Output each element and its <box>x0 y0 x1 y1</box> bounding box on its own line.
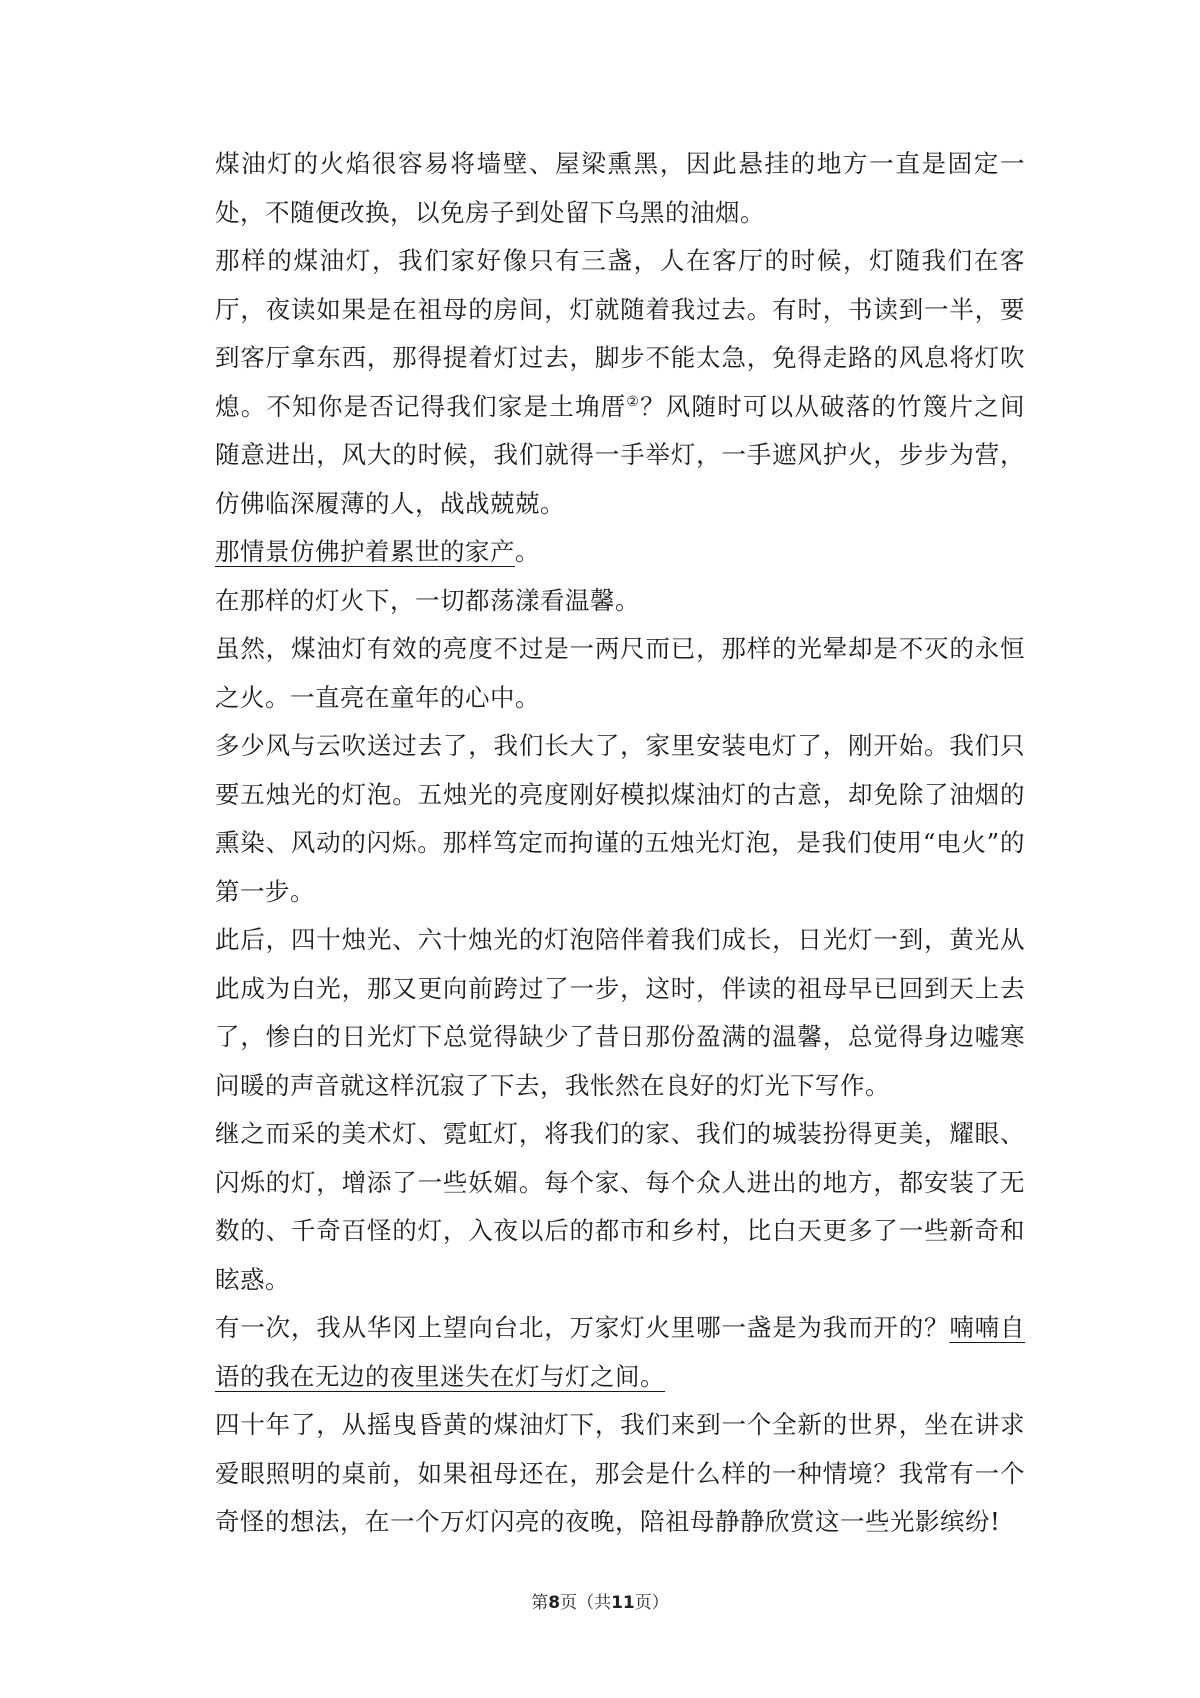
footnote-marker: ② <box>626 393 641 410</box>
paragraph-text: 继之而采的美术灯、霓虹灯，将我们的家、我们的城装扮得更美，耀眼、闪烁的灯，增添了一些妖媚。每个家、每个众人进出的地方，都安装了无数的、千奇百怪的灯，入夜以后的都市和乡村，比白天更多了一些新奇和眩惑。 <box>215 1119 1025 1294</box>
paragraph <box>215 625 1025 722</box>
footer-total-pages: 11 <box>611 1593 635 1613</box>
footer-page-number: 8 <box>548 1593 561 1613</box>
paragraph-text: 多少风与云吹送过去了，我们长大了，家里安装电灯了，刚开始。我们只要五烛光的灯泡。五烛光的亮度刚好模拟煤油灯的古意，却免除了油烟的熏染、风动的闪烁。那样笃定而拘谨的五烛光灯泡，是我们使用“电火”的第一步。 <box>215 731 1025 906</box>
paragraph <box>215 237 1025 528</box>
paragraph-text: 虽然，煤油灯有效的亮度不过是一两尺而已，那样的光晕却是不灭的永恒之火。一直亮在童年的心中。 <box>215 634 1025 712</box>
paragraph <box>215 1110 1025 1304</box>
paragraph-text: 此后，四十烛光、六十烛光的灯泡陪伴着我们成长，日光灯一到，黄光从此成为白光，那又更向前跨过了一步，这时，伴读的祖母早已回到天上去了，惨白的日光灯下总觉得缺少了昔日那份盈满的温馨，总觉得身边嘘寒问暖的声音就这样沉寂了下去，我怅然在良好的灯光下写作。 <box>215 925 1025 1100</box>
paragraph-text: 在那样的灯火下，一切都荡漾看温馨。 <box>215 585 640 615</box>
underlined-text: 喃喃自语的我在无边的夜里迷失在灯与灯之间。 <box>215 1313 1026 1391</box>
paragraph <box>215 528 1025 577</box>
paragraph <box>215 140 1025 237</box>
paragraph <box>215 722 1025 916</box>
paragraph-text: 煤油灯的火焰很容易将墙壁、屋梁熏黑，因此悬挂的地方一直是固定一处，不随便改换，以免房子到处留下乌黑的油烟。 <box>215 149 1025 227</box>
paragraph-text: 。 <box>515 537 540 566</box>
paragraph <box>215 1401 1025 1547</box>
underlined-text: 那情景仿佛护着累世的家产 <box>215 537 515 566</box>
paragraph-text: 有一次，我从华冈上望向台北，万家灯火里哪一盏是为我而开的？ <box>215 1313 950 1342</box>
footer-suffix: 页） <box>634 1593 669 1613</box>
page-footer <box>0 1588 1200 1613</box>
footer-middle: 页（共 <box>560 1593 612 1613</box>
document-body <box>215 140 1025 1547</box>
paragraph-text: 那样的煤油灯，我们家好像只有三盏，人在客厅的时候，灯随我们在客厅，夜读如果是在祖母的房间，灯就随着我过去。有时，书读到一半，要到客厅拿东西，那得提着灯过去，脚步不能太急，免得走路的风息将灯吹熄。不知你是否记得我们家是土埆厝 <box>215 246 1025 421</box>
paragraph-text: 四十年了，从摇曳昏黄的煤油灯下，我们来到一个全新的世界，坐在讲求爱眼照明的桌前，如果祖母还在，那会是什么样的一种情境？我常有一个奇怪的想法，在一个万灯闪亮的夜晚，陪祖母静静欣赏这一些光影缤纷! <box>215 1410 1025 1536</box>
paragraph <box>215 577 1025 626</box>
paragraph <box>215 1304 1025 1401</box>
paragraph <box>215 916 1025 1110</box>
footer-prefix: 第 <box>531 1593 549 1613</box>
paragraph-text: ？风随时可以从破落的竹篾片之间随意进出，风大的时候，我们就得一手举灯，一手遮风护火，步步为营，仿佛临深履薄的人，战战兢兢。 <box>215 391 1025 518</box>
